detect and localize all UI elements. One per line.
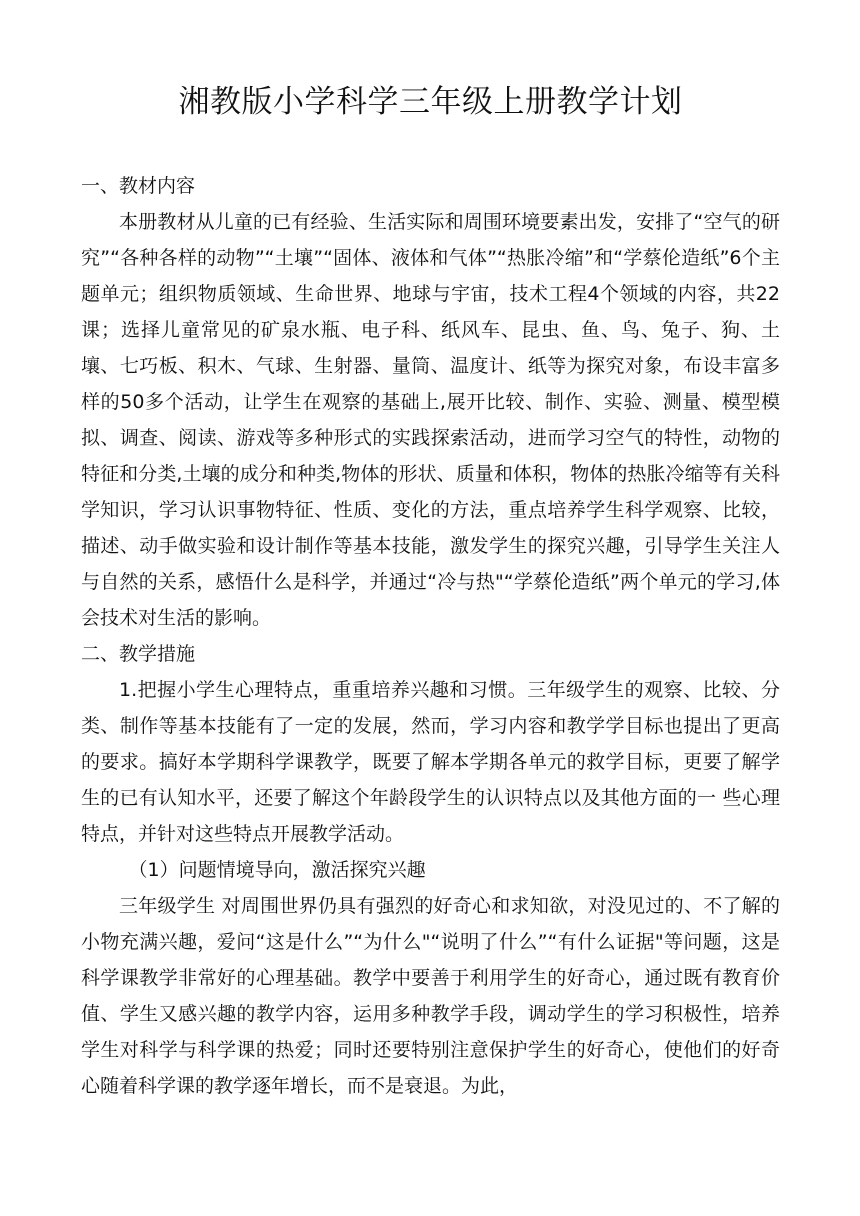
section-heading-textbook-content: 一、教材内容: [81, 175, 196, 197]
section-heading-teaching-measures: 二、教学措施: [81, 643, 196, 665]
page-title: 湘教版小学科学三年级上册教学计划: [178, 84, 683, 120]
paragraph-teaching-measures-2: 三年级学生 对周围世界仍具有强烈的好奇心和求知欲，对没见过的、不了解的小物充满兴趣，爱问“这是什么”“为什么"“说明了什么”“有什么证据"等问题，这是科学课教学非常好的心理基础。教学中要善于利用学生的好奇心，通过既有教育价值、学生又感兴趣的教学内容，运用多种教学手段，调动学生的学习积极性，培养学生对科学与科学课的热爱；同时还要特别注意保护学生的好奇心，使他们的好奇心随着科学课的教学逐年增长，而不是衰退。为此，: [81, 895, 780, 1097]
paragraph-textbook-content: 本册教材从儿童的已有经验、生活实际和周围环境要素出发，安排了“空气的研究”“各种各样的动物”“土壤”“固体、液体和气体”“热胀冷缩”和“学蔡伦造纸”6个主题单元；组织物质领域、生命世界、地球与宇宙，技术工程4个领域的内容，共22课；选择儿童常见的矿泉水瓶、电子科、纸风车、昆虫、鱼、鸟、兔子、狗、土壤、七巧板、积木、气球、生射器、量筒、温度计、纸等为探究对象，布设丰富多样的50多个活动，让学生在观察的基础上,展开比较、制作、实验、测量、模型模拟、调查、阅读、游戏等多种形式的实践探索活动，进而学习空气的特性，动物的特征和分类,土壤的成分和种类,物体的形状、质量和体积，物体的热胀冷缩等有关科学知识，学习认识事物特征、性质、变化的方法，重点培养学生科学观察、比较，描述、动手做实验和设计制作等基本技能，激发学生的探究兴趣，引导学生关注人与自然的关系，感悟什么是科学，并通过“冷与热"“学蔡伦造纸”两个单元的学习,体会技术对生活的影响。: [81, 211, 780, 629]
paragraph-teaching-measures-1: 1.把握小学生心理特点，重重培养兴趣和习惯。三年级学生的观察、比较、分类、制作等基本技能有了一定的发展，然而，学习内容和教学学目标也提出了更高的要求。搞好本学期科学课教学，既要了解本学期各单元的救学目标，更要了解学生的已有认知水平，还要了解这个年龄段学生的认识特点以及其他方面的一 些心理特点，并针对这些特点开展教学活动。: [81, 679, 780, 845]
sub-heading-problem-situation: （1）问题情境导向，激活探究兴趣: [128, 859, 426, 881]
